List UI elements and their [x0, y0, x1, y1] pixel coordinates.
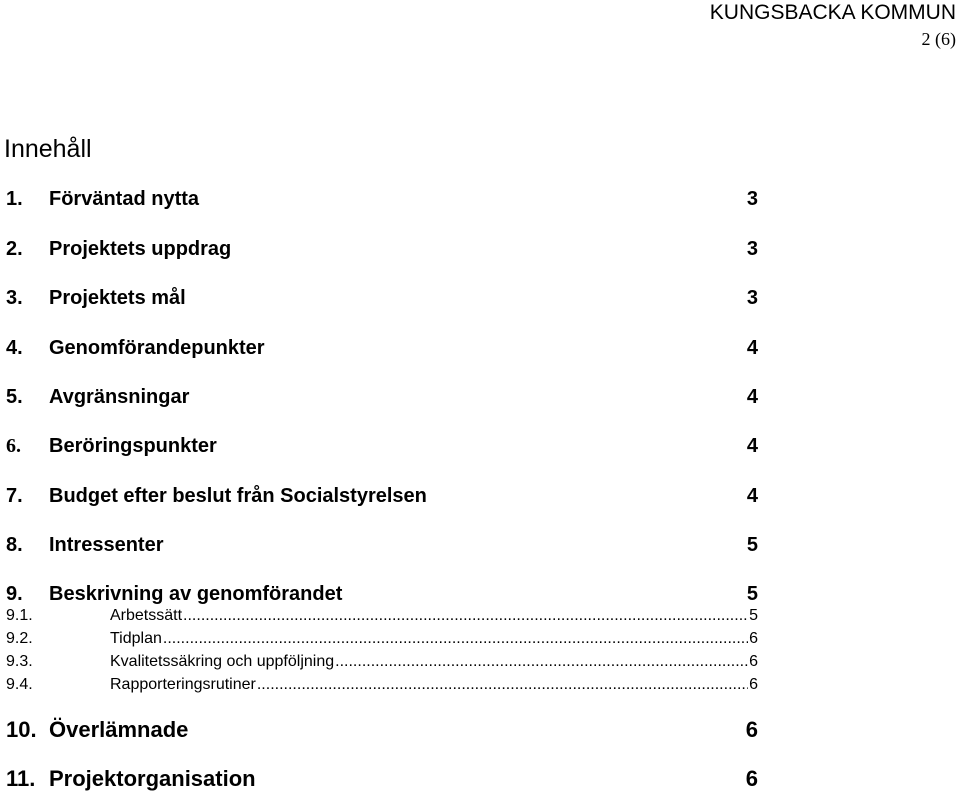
toc-entry-title: Budget efter beslut från Socialstyrelsen	[49, 485, 427, 507]
toc-title: Innehåll	[4, 135, 92, 163]
toc-subentry-number: 9.3.	[6, 653, 33, 670]
toc-entry-page: 3	[746, 287, 758, 309]
toc-entry-page: 4	[746, 485, 758, 507]
toc-entry-number: 11.	[6, 766, 36, 791]
toc-entry-page: 6	[745, 717, 758, 742]
toc-entry-page: 4	[746, 435, 758, 457]
toc-entry-10[interactable]	[6, 716, 758, 744]
toc-entry-page: 6	[745, 766, 758, 791]
toc-subentry-title: Tidplan	[110, 630, 162, 647]
toc-entry-8[interactable]	[6, 531, 758, 559]
toc-entry-page: 3	[746, 188, 758, 210]
toc-entry-5[interactable]	[6, 383, 758, 411]
toc-entry-7[interactable]	[6, 482, 758, 510]
toc-entry-page: 4	[746, 386, 758, 408]
toc-entry-page: 4	[746, 337, 758, 359]
toc-subentry-9-3[interactable]	[6, 651, 758, 672]
toc-entry-title: Projektets mål	[49, 287, 186, 309]
toc-subentry-page: 5	[749, 607, 758, 624]
toc-entry-4[interactable]	[6, 334, 758, 362]
toc-entry-number: 5.	[6, 386, 23, 408]
toc-entry-title: Överlämnade	[49, 717, 189, 742]
toc-entry-number: 2.	[6, 238, 23, 260]
toc-entry-number: 1.	[6, 188, 23, 210]
toc-entry-title: Projektorganisation	[49, 766, 256, 791]
toc-entry-number: 7.	[6, 485, 23, 507]
toc-entry-title: Avgränsningar	[49, 386, 190, 408]
toc-subentry-number: 9.2.	[6, 630, 33, 647]
toc-entry-number: 10.	[6, 717, 37, 742]
toc-entry-1[interactable]	[6, 185, 758, 213]
toc-entry-9[interactable]	[6, 580, 758, 608]
toc-entry-title: Förväntad nytta	[49, 188, 200, 210]
toc-entry-title: Projektets uppdrag	[49, 238, 232, 260]
toc-subentry-page: 6	[749, 653, 758, 670]
toc-entry-number: 9.	[6, 583, 23, 605]
toc-entry-title: Intressenter	[49, 534, 164, 556]
toc-entry-title: Genomförandepunkter	[49, 337, 265, 359]
toc-subentry-page: 6	[749, 676, 758, 693]
toc-entry-6[interactable]	[6, 432, 758, 460]
toc-subentry-9-4[interactable]	[6, 674, 758, 695]
page-indicator: 2 (6)	[921, 29, 956, 49]
toc-entry-page: 5	[746, 583, 758, 605]
toc-subentry-page: 6	[749, 630, 758, 647]
toc-entry-page: 5	[746, 534, 758, 556]
toc-entry-11[interactable]	[6, 765, 758, 793]
toc-subentry-number: 9.1.	[6, 607, 33, 624]
toc-entry-number: 6.	[6, 435, 21, 457]
toc-entry-number: 4.	[6, 337, 23, 359]
dot-leader	[183, 605, 748, 626]
organization-name: KUNGSBACKA KOMMUN	[709, 1, 956, 24]
toc-entry-page: 3	[746, 238, 758, 260]
dot-leader	[257, 674, 748, 695]
dot-leader	[335, 651, 748, 672]
toc-entry-number: 8.	[6, 534, 23, 556]
toc-entry-title: Beskrivning av genomförandet	[49, 583, 343, 605]
toc-subentry-number: 9.4.	[6, 676, 33, 693]
toc-subentry-title: Arbetssätt	[110, 607, 183, 624]
toc-entry-number: 3.	[6, 287, 23, 309]
dot-leader	[163, 628, 748, 649]
toc-subentry-title: Rapporteringsrutiner	[110, 676, 256, 693]
toc-entry-3[interactable]	[6, 284, 758, 312]
toc-entry-title: Beröringspunkter	[49, 435, 217, 457]
toc-subentry-title: Kvalitetssäkring och uppföljning	[110, 653, 335, 670]
toc-subentry-9-2[interactable]	[6, 628, 758, 649]
toc-entry-2[interactable]	[6, 235, 758, 263]
toc-subentry-9-1[interactable]	[6, 605, 758, 626]
